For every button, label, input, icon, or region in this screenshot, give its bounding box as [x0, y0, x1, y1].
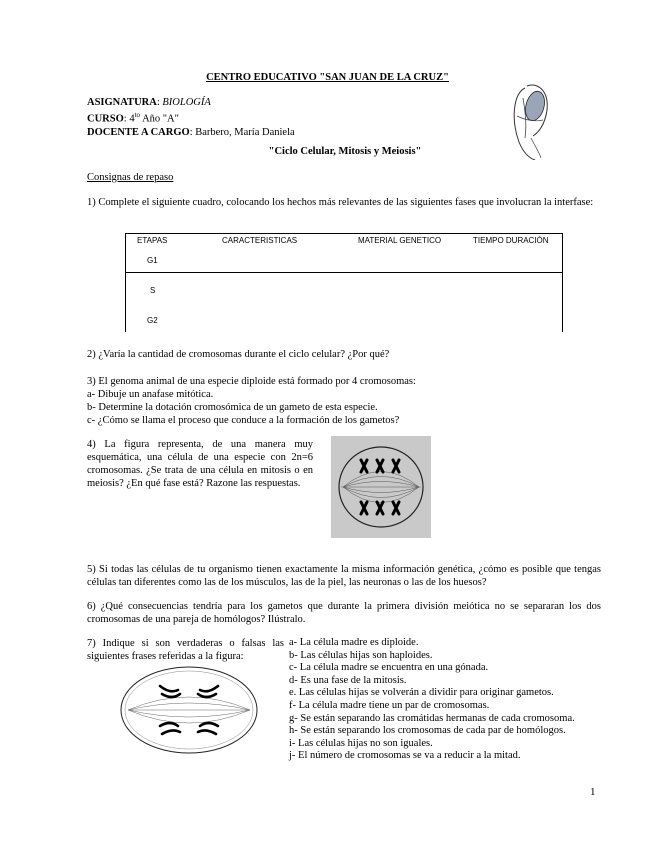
row-s: S — [150, 286, 156, 295]
interphase-table — [125, 233, 563, 332]
question-7-item: i- Las células hijas no son iguales. — [289, 737, 433, 749]
header-tiempo-duracion: TIEMPO DURACIÓN — [473, 236, 549, 245]
header-material-genetico: MATERIAL GENETICO — [358, 236, 442, 245]
question-6: 6) ¿Qué consecuencias tendría para los gametos que durante la primera división meiótica no se separaran los dos cromosomas de una pareja de homólogos? Ilústralo. — [87, 601, 601, 625]
row-g1: G1 — [147, 256, 158, 265]
course-rest: Año "A" — [142, 113, 179, 125]
question-7-item: f- La célula madre tiene un par de cromosomas. — [289, 699, 490, 711]
teacher-value: Barbero, María Daniela — [195, 126, 295, 138]
question-3-c: c- ¿Cómo se llama el proceso que conduce a la formación de los gametos? — [87, 415, 400, 426]
question-2: 2) ¿Varía la cantidad de cromosomas durante el ciclo celular? ¿Por qué? — [87, 349, 390, 360]
school-logo — [505, 80, 553, 160]
question-3-a: a- Dibuje un anafase mitótica. — [87, 389, 214, 400]
anaphase-cell-figure — [118, 664, 260, 756]
question-7-item: c- La célula madre se encuentra en una gónada. — [289, 662, 489, 674]
header-etapas: ETAPAS — [137, 236, 168, 245]
course-label: CURSO — [87, 113, 124, 125]
question-7-item: b- Las células hijas son haploides. — [289, 649, 433, 661]
topic-title: "Ciclo Celular, Mitosis y Meiosis" — [268, 146, 422, 157]
question-5: 5) Si todas las células de tu organismo tienen exactamente la misma información genética, ¿cómo es posible que tengas células tan diferentes como las de los músculos, las de la piel, las neuronas o las de los huesos? — [87, 564, 601, 588]
header-info — [87, 96, 295, 139]
question-7-item: e. Las células hijas se volverán a dividir para originar gametos. — [289, 687, 554, 699]
meiosis-cell-figure — [331, 436, 431, 538]
row-g2: G2 — [147, 316, 158, 325]
teacher-line: DOCENTE A CARGO: Barbero, María Daniela — [87, 126, 295, 138]
subject-value: BIOLOGÍA — [162, 97, 211, 108]
question-4: 4) La figura representa, de una manera muy esquemática, una célula de una especie con 2n=6 cromosomas. ¿Se trata de una célula en mitosis o en meiosis? ¿En qué fase está? Razone las respuestas. — [87, 439, 313, 489]
course-line: CURSO: $4^{to}$ Año "A" — [87, 111, 179, 125]
course-superscript: to — [134, 111, 141, 119]
question-3-b: b- Determine la dotación cromosómica de un gameto de esta especie. — [87, 402, 378, 413]
question-7-item: j- El número de cromosomas se va a reducir a la mitad. — [289, 750, 521, 762]
question-1: 1) Complete el siguiente cuadro, colocando los hechos más relevantes de las siguientes fases que involucran la interfase: — [87, 197, 594, 208]
teacher-label: DOCENTE A CARGO — [87, 126, 190, 138]
page-number: 1 — [590, 786, 596, 798]
question-7-intro: 7) Indique si son verdaderas o falsas las siguientes frases referidas a la figura: — [87, 638, 284, 662]
question-3-intro: 3) El genoma animal de una especie diploide está formado por 4 cromosomas: — [87, 376, 416, 387]
question-7-item: h- Se están separando los cromosomas de cada par de homólogos. — [289, 725, 566, 737]
subject-label: ASIGNATURA — [87, 97, 157, 108]
question-7-item: g- Se están separando las cromátidas hermanas de cada cromosoma. — [289, 712, 575, 724]
header-caracteristicas: CARACTERISTICAS — [222, 236, 298, 245]
question-7-list — [289, 637, 575, 763]
question-7-item: d- Es una fase de la mitosis. — [289, 674, 407, 686]
school-title: CENTRO EDUCATIVO "SAN JUAN DE LA CRUZ" — [206, 72, 449, 83]
section-title: Consignas de repaso — [87, 172, 174, 183]
course-number: 4 — [129, 113, 135, 125]
question-7-item: a- La célula madre es diploide. — [289, 637, 419, 648]
question-3 — [87, 375, 416, 427]
subject-line: ASIGNATURA: BIOLOGÍA — [87, 97, 211, 108]
